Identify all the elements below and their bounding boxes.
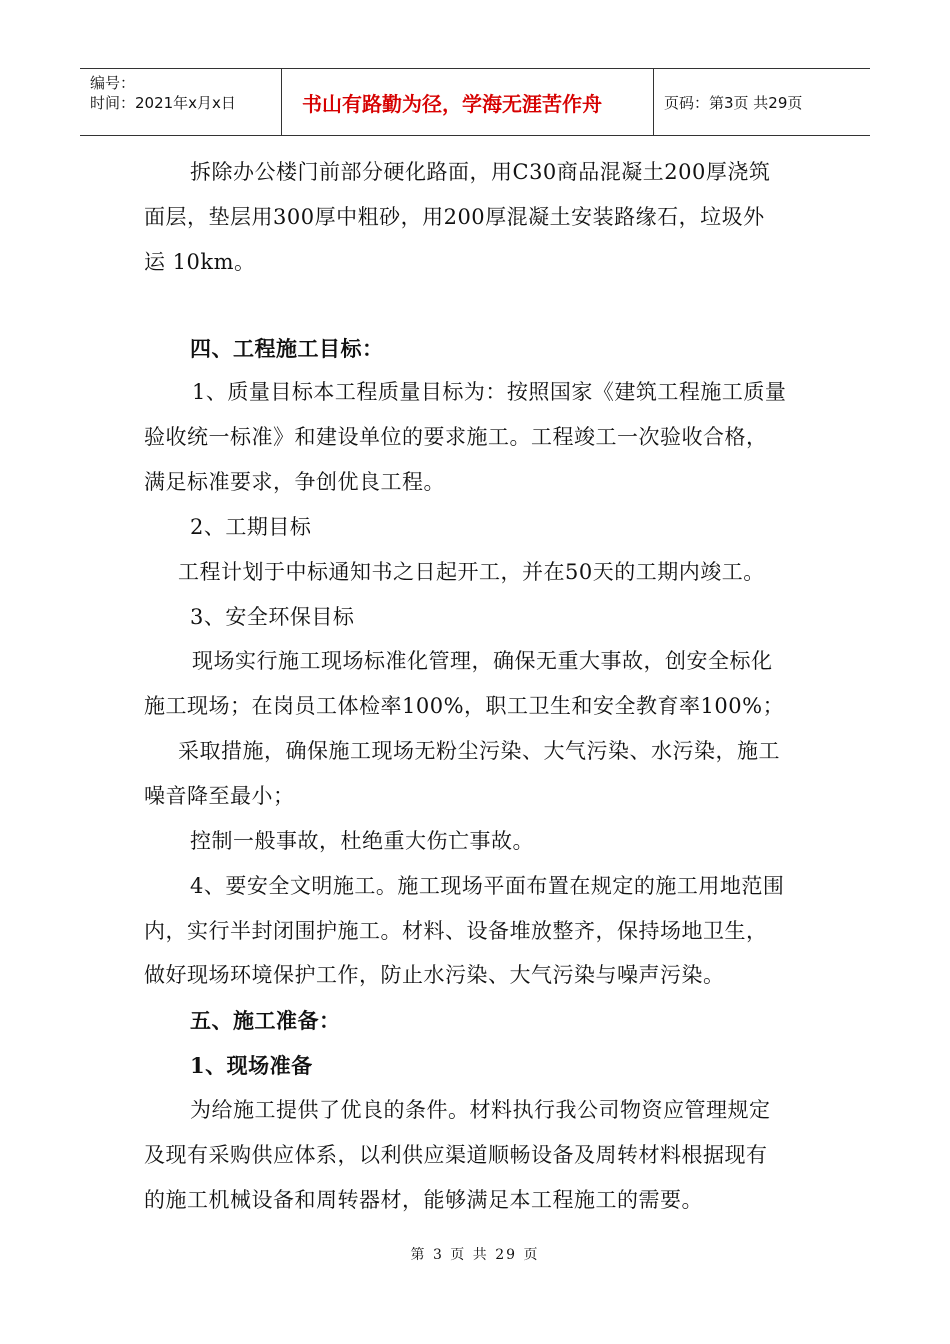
body-line: 采取措施，确保施工现场无粉尘污染、大气污染、水污染，施工 xyxy=(178,739,780,763)
body-line: 4、要安全文明施工。施工现场平面布置在规定的施工用地范围 xyxy=(190,874,785,898)
header-motto: 书山有路勤为径，学海无涯苦作舟 xyxy=(282,69,654,135)
body-line: 控制一般事故，杜绝重大伤亡事故。 xyxy=(190,829,534,853)
section-heading: 四、工程施工目标： xyxy=(190,336,384,361)
body-line: 面层，垫层用300厚中粗砂，用200厚混凝土安装路缘石，垃圾外 xyxy=(144,205,765,229)
body-line: 噪音降至最小； xyxy=(144,784,295,808)
body-line: 施工现场；在岗员工体检率100%，职工卫生和安全教育率100%； xyxy=(144,694,785,718)
doc-number-label: 编号： xyxy=(90,74,136,92)
body-line: 拆除办公楼门前部分硬化路面，用C30商品混凝土200厚浇筑 xyxy=(190,160,771,184)
body-line: 及现有采购供应体系，以利供应渠道顺畅设备及周转材料根据现有 xyxy=(144,1143,768,1167)
body-line: 为给施工提供了优良的条件。材料执行我公司物资应管理规定 xyxy=(190,1098,771,1122)
body-line: 3、安全环保目标 xyxy=(190,605,355,629)
body-line: 运 10km。 xyxy=(144,250,256,274)
body-line: 验收统一标准》和建设单位的要求施工。工程竣工一次验收合格， xyxy=(144,425,768,449)
subsection-heading: 1、现场准备 xyxy=(190,1053,313,1078)
section-heading: 五、施工准备： xyxy=(190,1008,341,1033)
body-line: 满足标准要求，争创优良工程。 xyxy=(144,470,445,494)
header-page-info: 页码：第3页 共29页 xyxy=(664,93,803,112)
page-footer: 第 3 页 共 29 页 xyxy=(410,1247,540,1263)
doc-time-label: 时间：2021年x月x日 xyxy=(90,94,236,112)
page-header xyxy=(80,68,870,136)
body-line: 工程计划于中标通知书之日起开工，并在50天的工期内竣工。 xyxy=(178,560,765,584)
body-line: 1、质量目标本工程质量目标为：按照国家《建筑工程施工质量 xyxy=(192,380,787,404)
body-line: 的施工机械设备和周转器材，能够满足本工程施工的需要。 xyxy=(144,1188,703,1212)
body-line: 做好现场环境保护工作，防止水污染、大气污染与噪声污染。 xyxy=(144,963,725,987)
header-meta xyxy=(80,69,282,135)
body-line: 2、工期目标 xyxy=(190,515,312,539)
body-line: 内，实行半封闭围护施工。材料、设备堆放整齐，保持场地卫生， xyxy=(144,919,768,943)
body-line: 现场实行施工现场标准化管理，确保无重大事故，创安全标化 xyxy=(192,649,773,673)
